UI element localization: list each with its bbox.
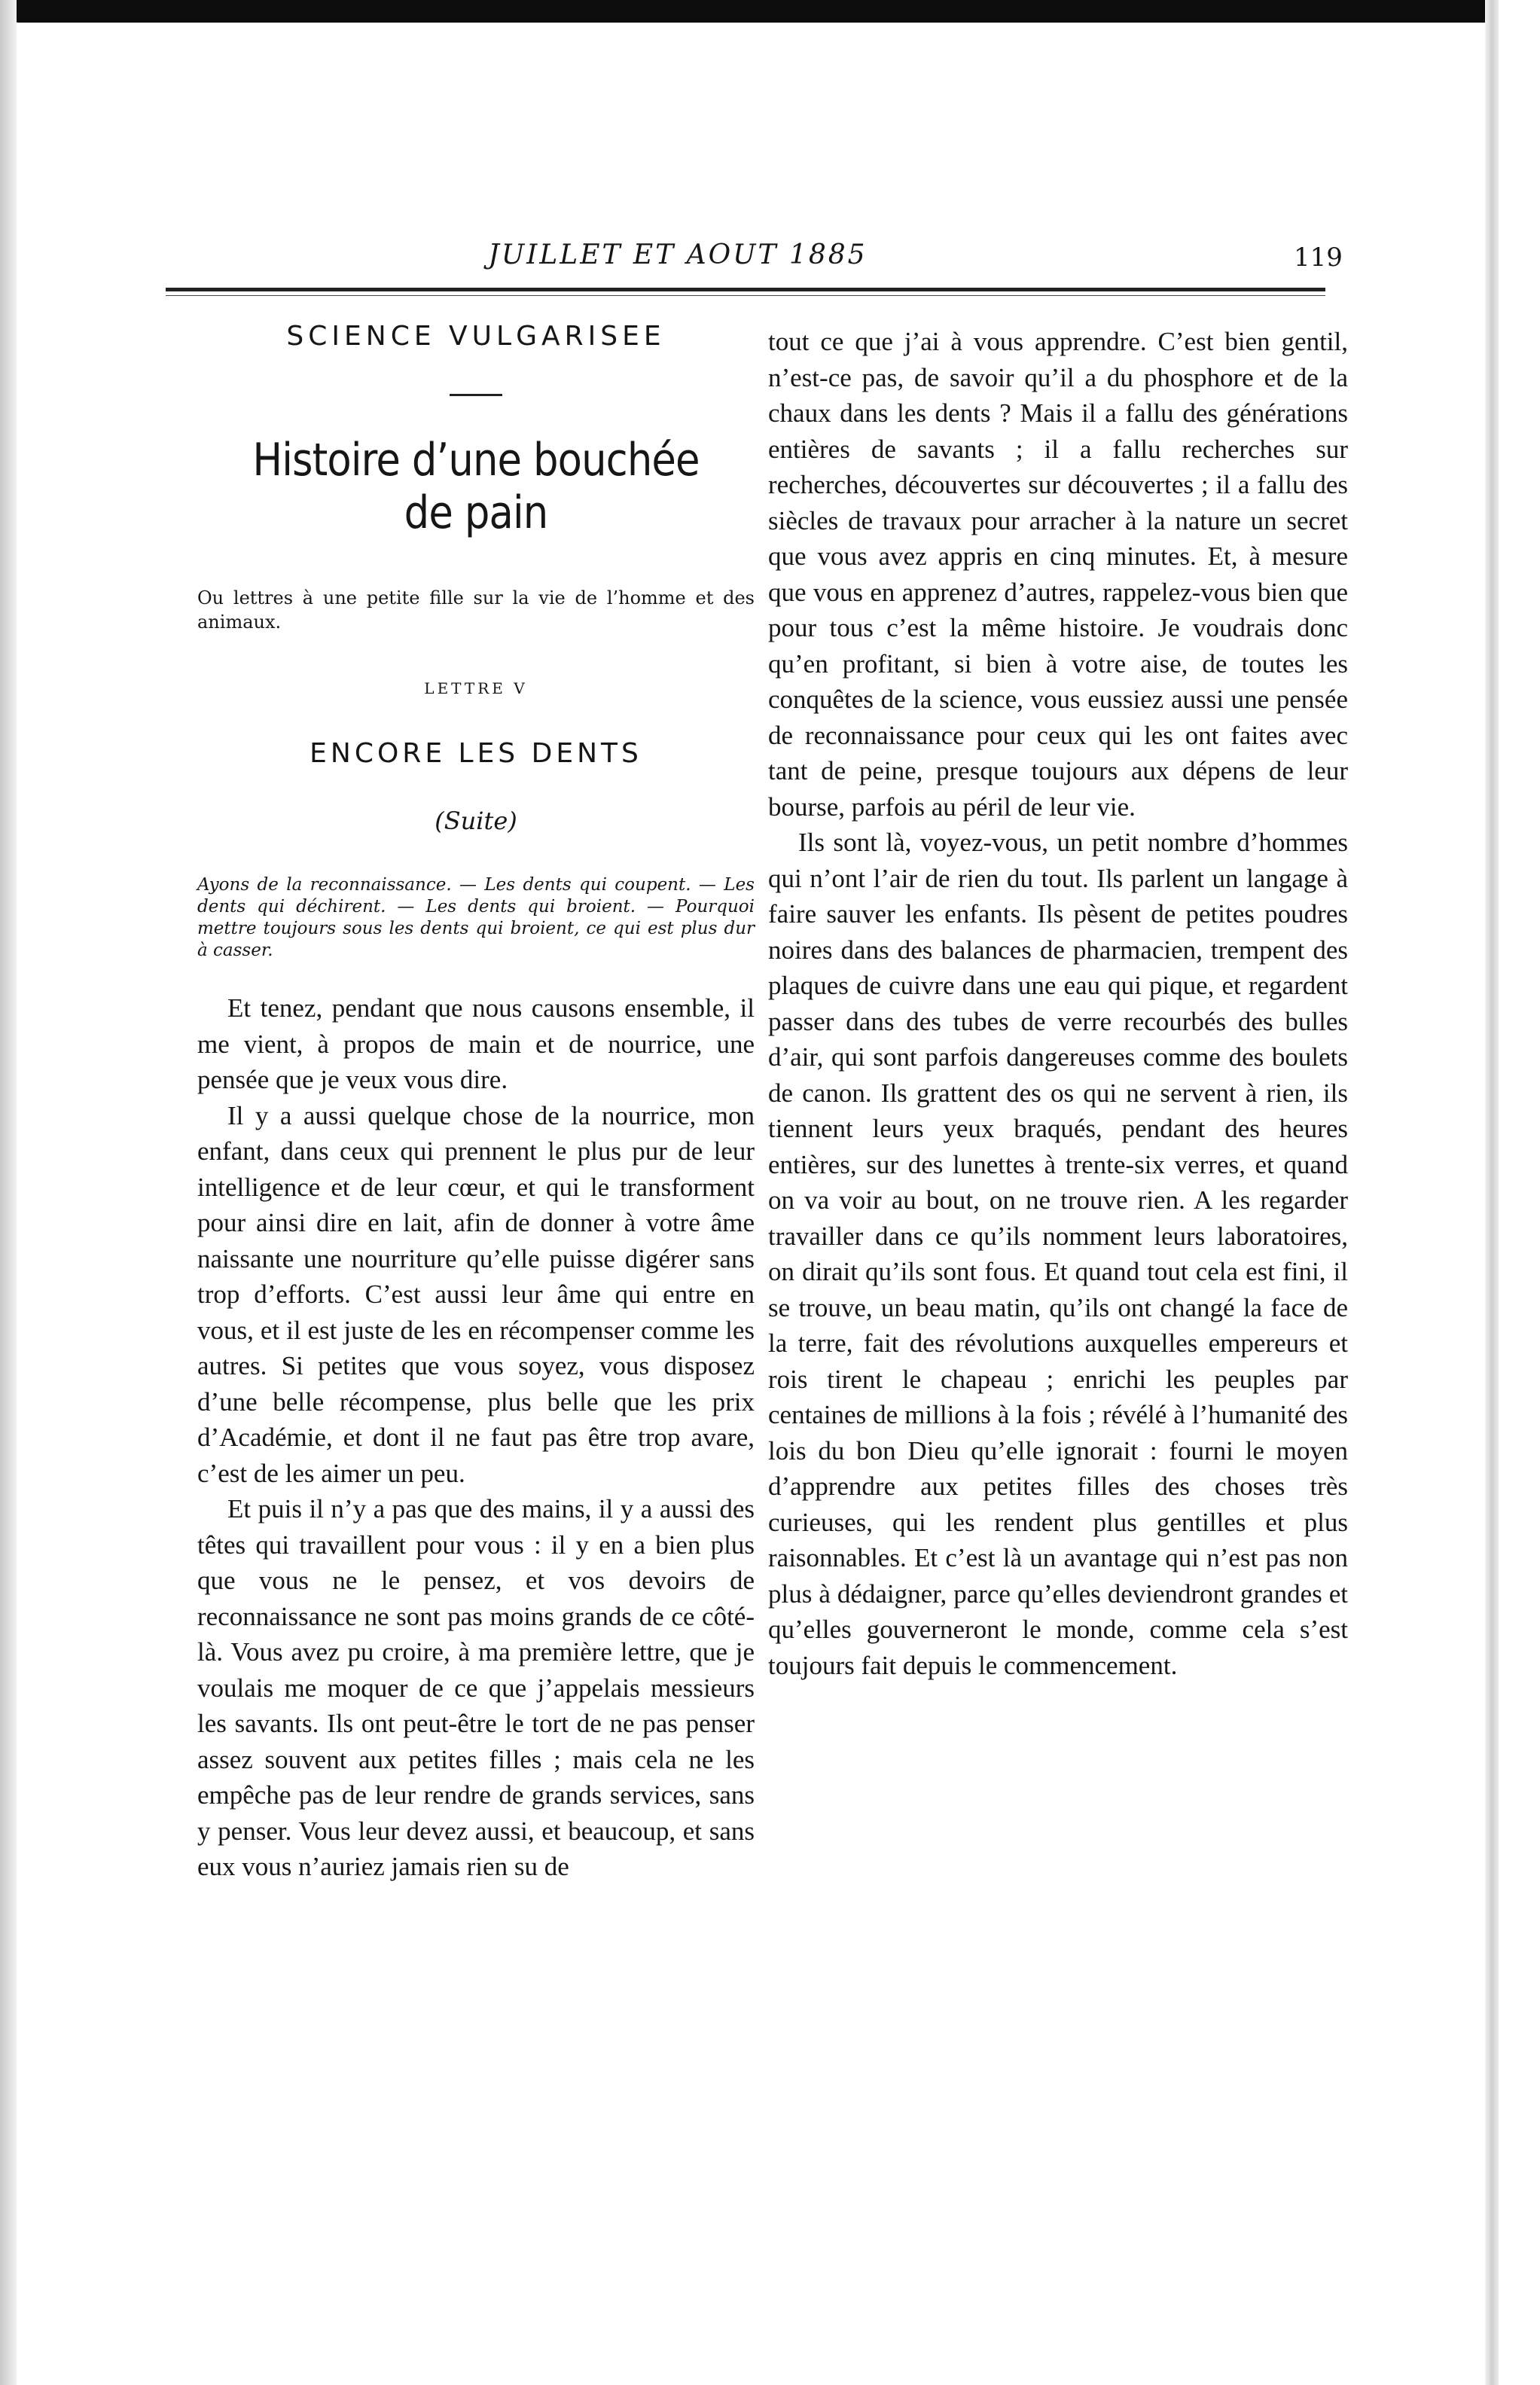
- header-rule-thin: [166, 295, 1325, 296]
- scan-right-edge: [1485, 0, 1499, 2385]
- paragraph: Et tenez, pendant que nous causons ensemble, il me vient, à propos de main et de nourrice, une pensée que je veux vous dire.: [197, 993, 755, 1094]
- article-subtitle: Ou lettres à une petite fille sur la vie de l’homme et des animaux.: [197, 587, 755, 633]
- page-number: 119: [1294, 242, 1343, 273]
- right-column: [768, 324, 1348, 1683]
- letter-label: LETTRE V: [424, 679, 528, 697]
- scan-left-edge: [0, 0, 17, 2385]
- left-body: [197, 990, 755, 1885]
- title-separator: [450, 394, 502, 396]
- left-column: [197, 310, 755, 1885]
- running-head: JUILLET ET AOUT 1885: [488, 239, 868, 270]
- section-subheading: ENCORE LES DENTS: [310, 738, 642, 769]
- paragraph: Et puis il n’y a pas que des mains, il y a aussi des têtes qui travaillent pour vous : il y en a bien plus que vous ne le pensez, et vos devoirs de reconnaissance ne sont pas moins grands de ce côté-là. Vous avez pu croire, à ma première lettre, que je voulais me moquer de ce que j’appelais messieurs les savants. Ils ont peut-être le tort de ne pas penser assez souvent aux petites filles ; mais cela ne les empêche pas de leur rendre de grands services, sans y penser. Vous leur devez aussi, et beaucoup, et sans eux vous n’auriez jamais rien su de: [197, 1494, 755, 1881]
- article-title: Histoire d’une bouchée de pain: [252, 434, 700, 539]
- paragraph: Ils sont là, voyez-vous, un petit nombre d’hommes qui n’ont l’air de rien du tout. Ils parlent un langage à faire sauver les enfants. Ils pèsent de petites poudres noires dans des balances de pharmacien, trempent des plaques de cuivre dans une eau qui pique, et regardent passer dans des tubes de verre recourbés des bulles d’air, qui sont parfois dangereuses comme des boulets de canon. Ils grattent des os qui ne servent à rien, ils tiennent leurs yeux braqués, pendant des heures entières, sur des lunettes à trente-six verres, et quand on va voir au bout, on ne trouve rien. A les regarder travailler dans ce qu’ils nomment leurs laboratoires, on dirait qu’ils sont fous. Et quand tout cela est fini, il se trouve, un beau matin, qu’ils ont changé la face de la terre, fait des révolutions auxquelles empereurs et rois tirent le chapeau ; enrichi les peuples par centaines de millions à la fois ; révélé à l’humanité des lois du bon Dieu qu’elle ignorait : fourni le moyen d’apprendre aux petites filles des choses très curieuses, qui les rendent plus gentilles et plus raisonnables. Et c’est là un avantage qui n’est pas non plus à dédaigner, parce qu’elles deviendront grandes et qu’elles gouverneront le monde, comme cela s’est toujours fait depuis le commencement.: [768, 828, 1348, 1680]
- paragraph: Il y a aussi quelque chose de la nourrice, mon enfant, dans ceux qui prennent le plus pur de leur intelligence et de leur cœur, et qui le transforment pour ainsi dire en lait, afin de donner à votre âme naissante une nourriture qu’elle puisse digérer sans trop d’efforts. C’est aussi leur âme qui entre en vous, et il est juste de les en récompenser comme les autres. Si petites que vous soyez, vous disposez d’une belle récompense, plus belle que les prix d’Académie, et dont il ne faut pas être trop avare, c’est de les aimer un peu.: [197, 1100, 755, 1488]
- chapter-summary: Ayons de la reconnaissance. — Les dents qui coupent. — Les dents qui déchirent. — Les dents qui broient. — Pourquoi mettre toujours sous les dents qui broient, ce qui est plus dur à casser.: [197, 875, 755, 960]
- suite-label: (Suite): [435, 807, 517, 835]
- paragraph: tout ce que j’ai à vous apprendre. C’est bien gentil, n’est-ce pas, de savoir qu’il a du phosphore et de la chaux dans les dents ? Mais il a fallu des générations entières de savants ; il a fallu recherches sur recherches, découvertes sur découvertes ; il a fallu des siècles de travaux pour arracher à la nature un secret que vous avez appris en cinq minutes. Et, à mesure que vous en apprenez d’autres, rappelez-vous bien que pour tous c’est la même histoire. Je voudrais donc qu’en profitant, si bien à votre aise, de toutes les conquêtes de la science, vous eussiez aussi une pensée de reconnaissance pour ceux qui les ont faites avec tant de peine, presque toujours aux dépens de leur bourse, parfois au péril de leur vie.: [768, 327, 1348, 822]
- scan-top-border: [0, 0, 1499, 23]
- header-rule: [166, 288, 1325, 291]
- section-heading: SCIENCE VULGARISEE: [286, 321, 666, 352]
